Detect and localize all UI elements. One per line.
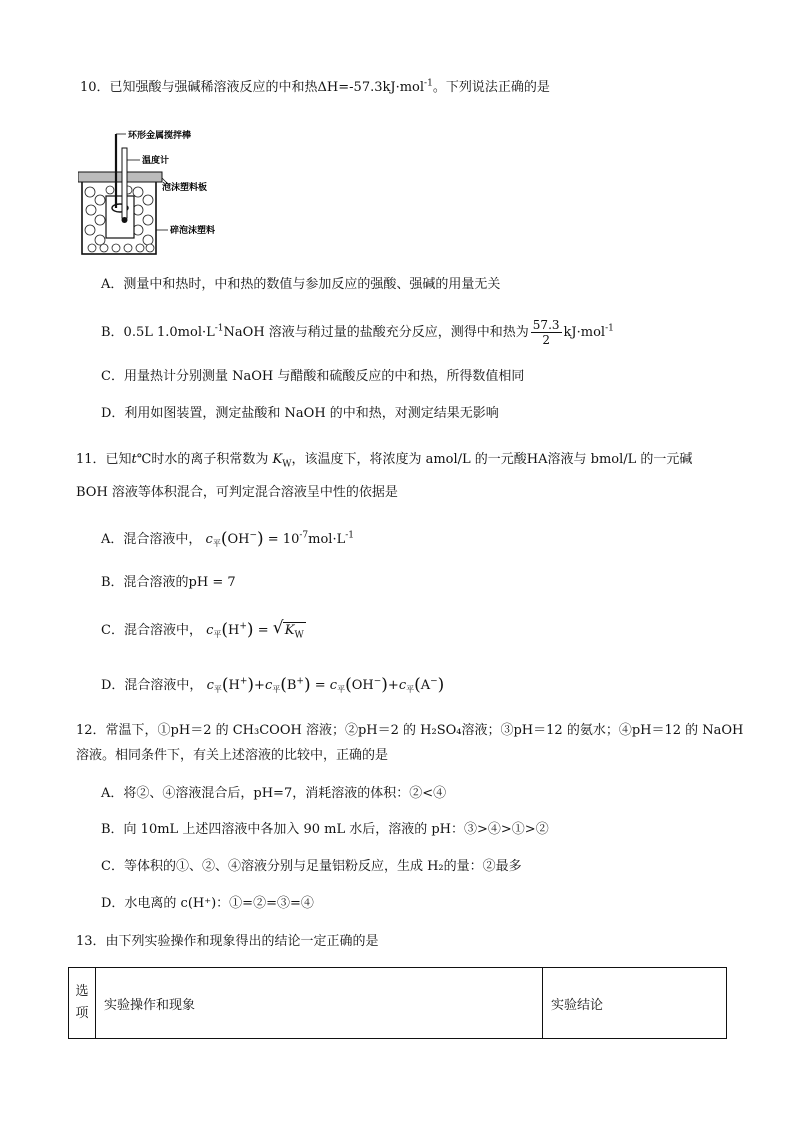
q10-option-b: B．0.5L $1.0mol\cdot L^{-1}NaOH$ 溶液与稍过量的盐酸充分反应，测得中和热为 $\frac{57.3}{2}$ kJ·mol$^{-1}$ [101, 318, 614, 347]
q12-stem-line1: 12．常温下，①pH＝2 的 CH₃COOH 溶液；②pH＝2 的 H₂SO₄溶液；③pH＝12 的氨水；④pH＝12 的 NaOH [76, 723, 744, 738]
q12-option-b: B．向 10mL 上述四溶液中各加入 90 mL 水后，溶液的 pH：③>④>①>② [101, 822, 549, 837]
label-stirrer: 环形金属搅拌棒 [128, 131, 192, 141]
q11-option-c: C．混合溶液中， $c_平(H^+)$ = √ $K_W$ [101, 618, 304, 641]
q11-option-d: D．混合溶液中， $c_平(H^+)+c_平(B^+) = c_平(OH^-)+c_平(A^-)$ [101, 675, 445, 695]
q10-option-c: C．用量热计分别测量 NaOH 与醋酸和硫酸反应的中和热，所得数值相同 [101, 369, 525, 384]
experiment-table [68, 967, 727, 1039]
table-header-conclusion: 实验结论 [543, 968, 727, 1039]
table-header-row [69, 968, 727, 1039]
table-header-option: 选项 [69, 968, 96, 1039]
q10-option-d: D．利用如图装置，测定盐酸和 NaOH 的中和热，对测定结果无影响 [101, 406, 499, 421]
label-foam-board: 泡沫塑料板 [162, 183, 208, 193]
square-root: √ $K_W$ [272, 618, 304, 641]
q11-option-a: A．混合溶液中， $c_平(OH^-) = 10^{-7}mol\cdot L^{-1}$ [101, 529, 354, 549]
calorimeter-figure [78, 120, 258, 260]
label-thermometer: 温度计 [142, 156, 170, 166]
fraction: $\frac{57.3}{2}$ [532, 318, 560, 347]
q12-option-c: C．等体积的①、②、④溶液分别与足量铝粉反应，生成 H₂的量：②最多 [101, 859, 522, 874]
q12-option-d: D．水电离的 c(H⁺)：①=②=③=④ [101, 896, 314, 911]
q13-stem: 13．由下列实验操作和现象得出的结论一定正确的是 [76, 934, 379, 949]
q11-option-b: B．混合溶液的pH = 7 [101, 575, 236, 590]
label-foam-pellets: 碎泡沫塑料 [170, 226, 216, 236]
q11-stem-line2: BOH 溶液等体积混合，可判定混合溶液呈中性的依据是 [76, 485, 398, 500]
q10-option-a: A．测量中和热时，中和热的数值与参加反应的强酸、强碱的用量无关 [101, 277, 501, 292]
q12-option-a: A．将②、④溶液混合后，pH=7，消耗溶液的体积：②<④ [101, 786, 447, 801]
q12-stem-line2: 溶液。相同条件下，有关上述溶液的比较中，正确的是 [76, 748, 389, 763]
q10-stem: 10．已知强酸与强碱稀溶液反应的中和热ΔH=-57.3kJ·mol$^{-1}$。下列说法正确的是 [80, 78, 550, 95]
q11-stem-line1: 11．已知t℃时水的离子积常数为 $K_W$，该温度下，将浓度为 amol/L 的一元酸HA溶液与 bmol/L 的一元碱 [76, 452, 693, 470]
table-header-operation: 实验操作和现象 [96, 968, 543, 1039]
